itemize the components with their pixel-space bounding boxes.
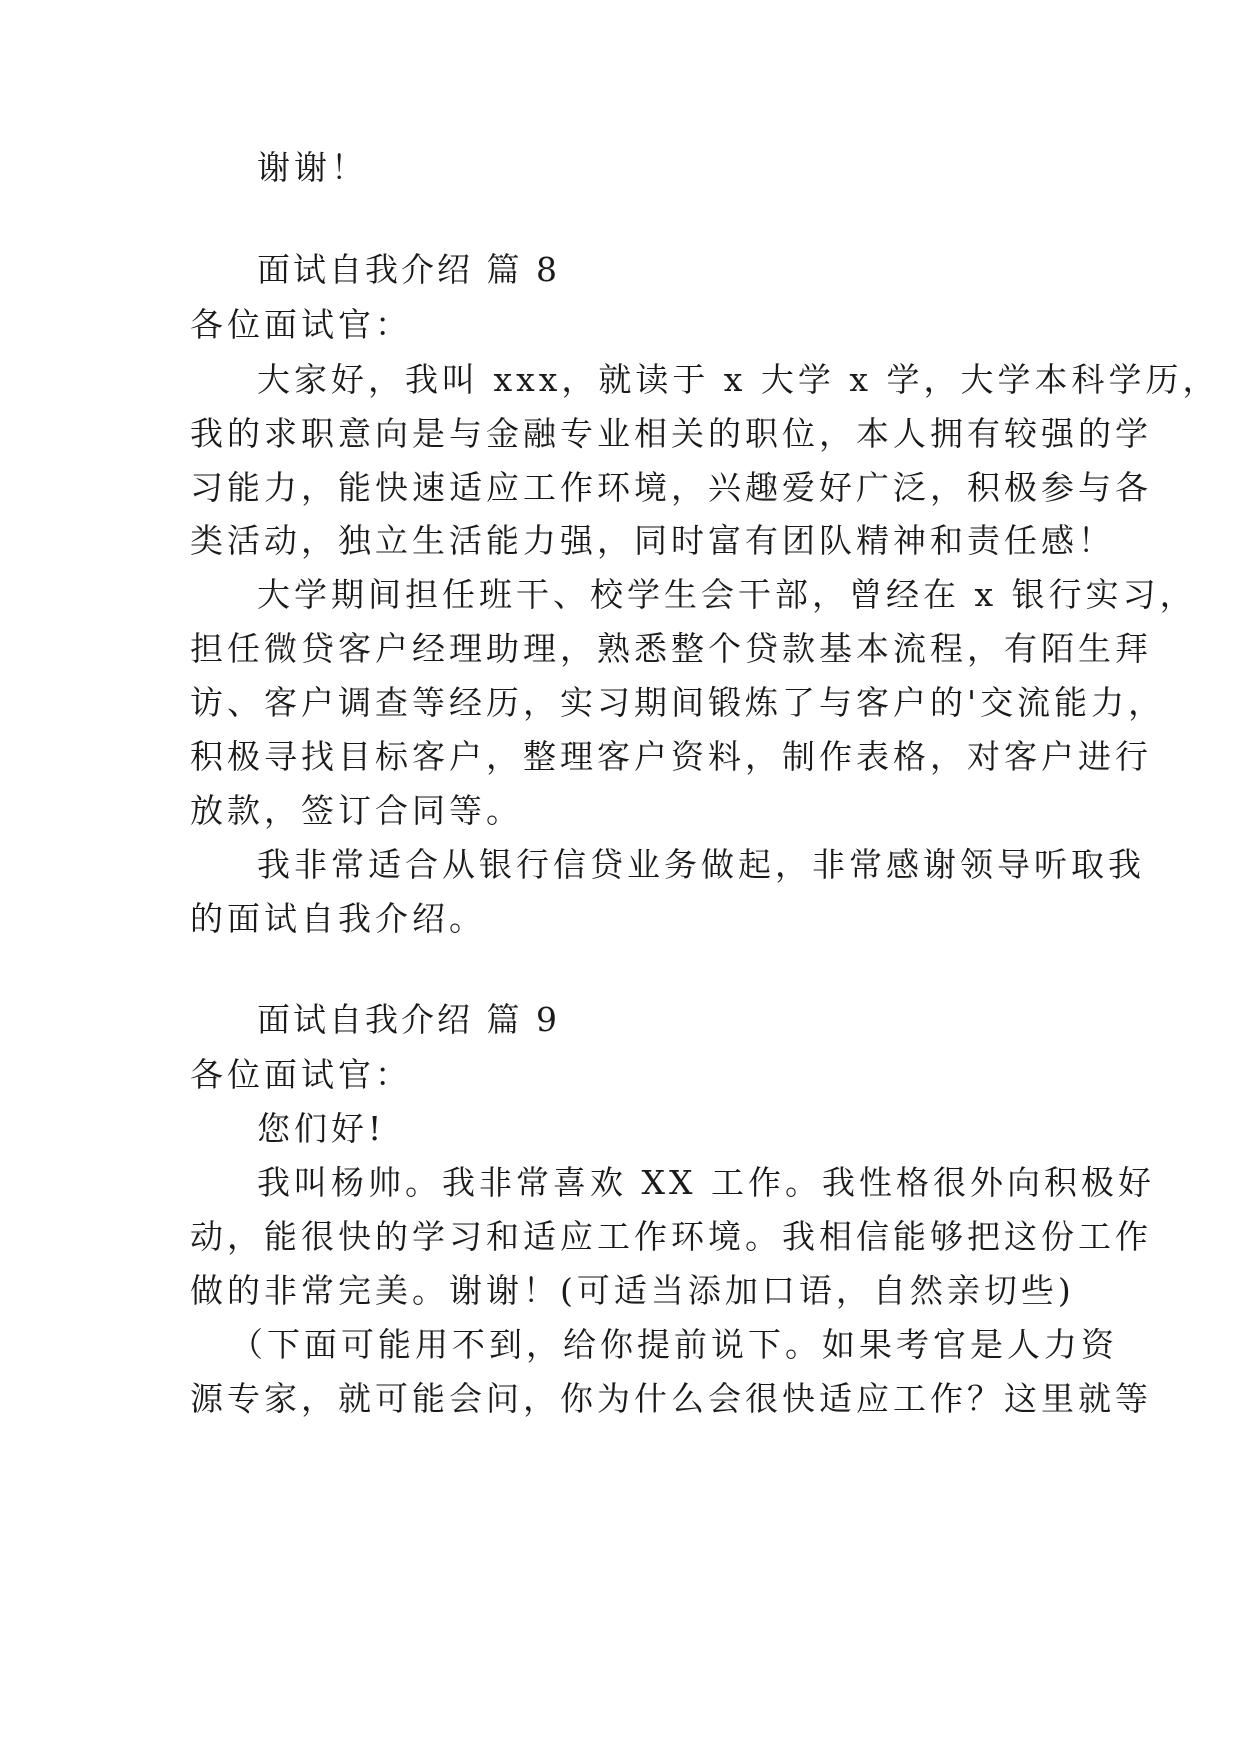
- paragraph-line: 我叫杨帅。我非常喜欢 XX 工作。我性格很外向积极好: [257, 1163, 1155, 1202]
- section-title-8: 面试自我介绍 篇 8: [257, 250, 560, 289]
- paragraph-line: 我的求职意向是与金融专业相关的职位，本人拥有较强的学: [190, 414, 1152, 453]
- closing-thanks: 谢谢！: [257, 148, 368, 187]
- paragraph-line: 您们好!: [257, 1109, 386, 1148]
- paragraph-line: 的面试自我介绍。: [190, 899, 486, 938]
- greeting-9: 各位面试官：: [190, 1055, 412, 1094]
- paragraph-line: 积极寻找目标客户，整理客户资料，制作表格，对客户进行: [190, 737, 1152, 776]
- paragraph-line: 动，能很快的学习和适应工作环境。我相信能够把这份工作: [190, 1217, 1152, 1256]
- paragraph-line: 担任微贷客户经理助理，熟悉整个贷款基本流程，有陌生拜: [190, 629, 1152, 668]
- paragraph-line: 大家好，我叫 xxx，就读于 x 大学 x 学，大学本科学历，: [257, 360, 1220, 399]
- paragraph-line: （下面可能用不到，给你提前说下。如果考官是人力资: [230, 1325, 1118, 1364]
- paragraph-line: 访、客户调查等经历，实习期间锻炼了与客户的'交流能力，: [190, 683, 1166, 722]
- paragraph-line: 做的非常完美。谢谢！(可适当添加口语，自然亲切些): [190, 1271, 1075, 1310]
- paragraph-line: 我非常适合从银行信贷业务做起，非常感谢领导听取我: [257, 845, 1145, 884]
- greeting-8: 各位面试官：: [190, 305, 412, 344]
- paragraph-line: 习能力，能快速适应工作环境，兴趣爱好广泛，积极参与各: [190, 468, 1152, 507]
- paragraph-line: 类活动，独立生活能力强，同时富有团队精神和责任感！: [190, 521, 1115, 560]
- section-title-9: 面试自我介绍 篇 9: [257, 1000, 560, 1039]
- paragraph-line: 大学期间担任班干、校学生会干部，曾经在 x 银行实习，: [257, 575, 1197, 614]
- paragraph-line: 源专家，就可能会问，你为什么会很快适应工作？这里就等: [190, 1379, 1152, 1418]
- paragraph-line: 放款，签订合同等。: [190, 791, 523, 830]
